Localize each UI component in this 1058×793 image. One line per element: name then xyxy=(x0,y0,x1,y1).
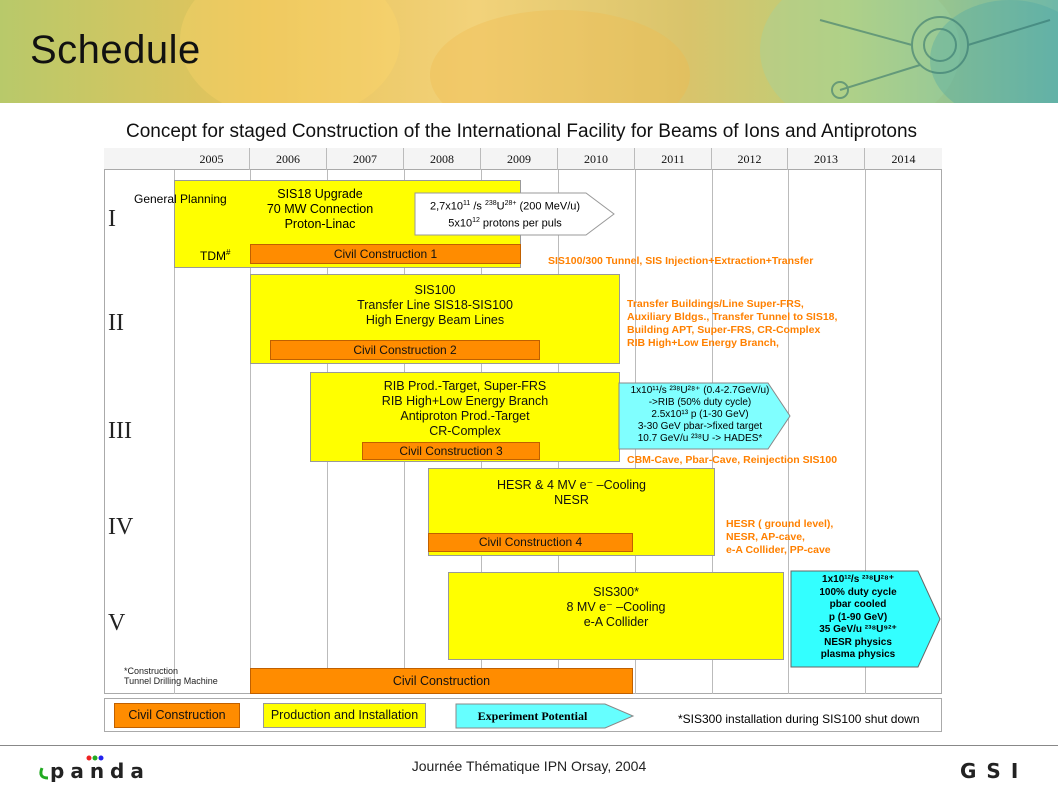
legend-experiment-potential: Experiment Potential xyxy=(477,709,588,723)
year-2009: 2009 xyxy=(481,148,558,170)
legend-sis300-note: *SIS300 installation during SIS100 shut down xyxy=(678,712,920,726)
phase-label-iii: III xyxy=(108,418,132,444)
chart-title: Concept for staged Construction of the International Facility for Beams of Ions and Antiprotons xyxy=(126,121,918,142)
phase4-block: HESR & 4 MV e⁻ –Cooling NESR xyxy=(428,468,715,556)
phase3-block: RIB Prod.-Target, Super-FRS RIB High+Low Energy Branch Antiproton Prod.-Target CR-Complex xyxy=(310,372,620,462)
decorative-molecule-icon xyxy=(780,0,1058,103)
year-2014: 2014 xyxy=(891,152,916,166)
year-2011: 2011 xyxy=(635,148,712,170)
phase3-arrow-text: 1x10¹¹/s ²³⁸U²⁸⁺ (0.4-2.7GeV/u) ->RIB (50% duty cycle) 2.5x10¹³ p (1-30 GeV) 3-30 GeV pbar->fixed target 10.7 GeV/u ²³⁸U -> HADES* xyxy=(630,385,770,444)
year-2008: 2008 xyxy=(404,148,481,170)
year-2006: 2006 xyxy=(250,148,327,170)
phase4-orange-note: HESR ( ground level), NESR, AP-cave, e-A Collider, PP-cave xyxy=(726,518,834,556)
legend-production-installation: Production and Installation xyxy=(263,703,426,728)
phase-label-v: V xyxy=(108,610,126,636)
phase-label-ii: II xyxy=(108,310,124,336)
year-2007: 2007 xyxy=(327,148,404,170)
civil-construction-2-bar: Civil Construction 2 xyxy=(270,340,540,360)
civil-construction-4-bar: Civil Construction 4 xyxy=(428,533,633,552)
sis18-upgrade-text: SIS18 Upgrade 70 MW Connection Proton-Linac xyxy=(266,187,374,231)
phase1-orange-note: SIS100/300 Tunnel, SIS Injection+Extraction+Transfer xyxy=(548,255,814,267)
legend-civil-construction: Civil Construction xyxy=(114,703,240,728)
phase1-arrow-text: $2,7x10^{11}$ /s $^{238}U^{28+}$ (200 MeV/u) $5x10^{12}$ protons per puls xyxy=(429,200,581,230)
page-title: Schedule xyxy=(30,28,201,72)
phase2-orange-note: Transfer Buildings/Line Super-FRS, Auxiliary Bldgs., Transfer Tunnel to SIS18, Building APT, Super-FRS, CR-Complex RIB High+Low Energy Branch, xyxy=(627,298,838,349)
svg-text:panda: panda xyxy=(50,759,150,782)
construction-footnote: *Construction Tunnel Drilling Machine xyxy=(124,666,218,686)
phase5-block: SIS300* 8 MV e⁻ –Cooling e-A Collider xyxy=(448,572,784,660)
svg-text:GSI: GSI xyxy=(960,760,1029,782)
gsi-logo xyxy=(960,760,1040,782)
year-2013: 2013 xyxy=(788,148,865,170)
footer-text: Journée Thématique IPN Orsay, 2004 xyxy=(411,758,647,774)
phase5-arrow-text: 1x10¹²/s ²³⁸U²⁸⁺ 100% duty cycle pbar cooled p (1-90 GeV) 35 GeV/u ²³⁸U⁹²⁺ NESR physics plasma physics xyxy=(819,574,897,660)
year-2005: 2005 xyxy=(174,148,250,170)
phase-label-i: I xyxy=(108,206,116,232)
civil-construction-bar: Civil Construction xyxy=(250,668,633,694)
civil-construction-1-bar: Civil Construction 1 xyxy=(250,244,521,264)
footer-divider xyxy=(0,745,1058,746)
phase2-block: SIS100 Transfer Line SIS18-SIS100 High Energy Beam Lines xyxy=(250,274,620,364)
phase3-orange-note: CBM-Cave, Pbar-Cave, Reinjection SIS100 xyxy=(627,454,838,466)
tdm-label: TDM# xyxy=(200,248,231,263)
phase-label-iv: IV xyxy=(108,514,134,540)
year-2012: 2012 xyxy=(712,148,788,170)
civil-construction-3-bar: Civil Construction 3 xyxy=(362,442,540,460)
year-2010: 2010 xyxy=(558,148,635,170)
general-planning-label: General Planning xyxy=(134,192,227,206)
gsi-logo-icon xyxy=(960,760,1040,782)
